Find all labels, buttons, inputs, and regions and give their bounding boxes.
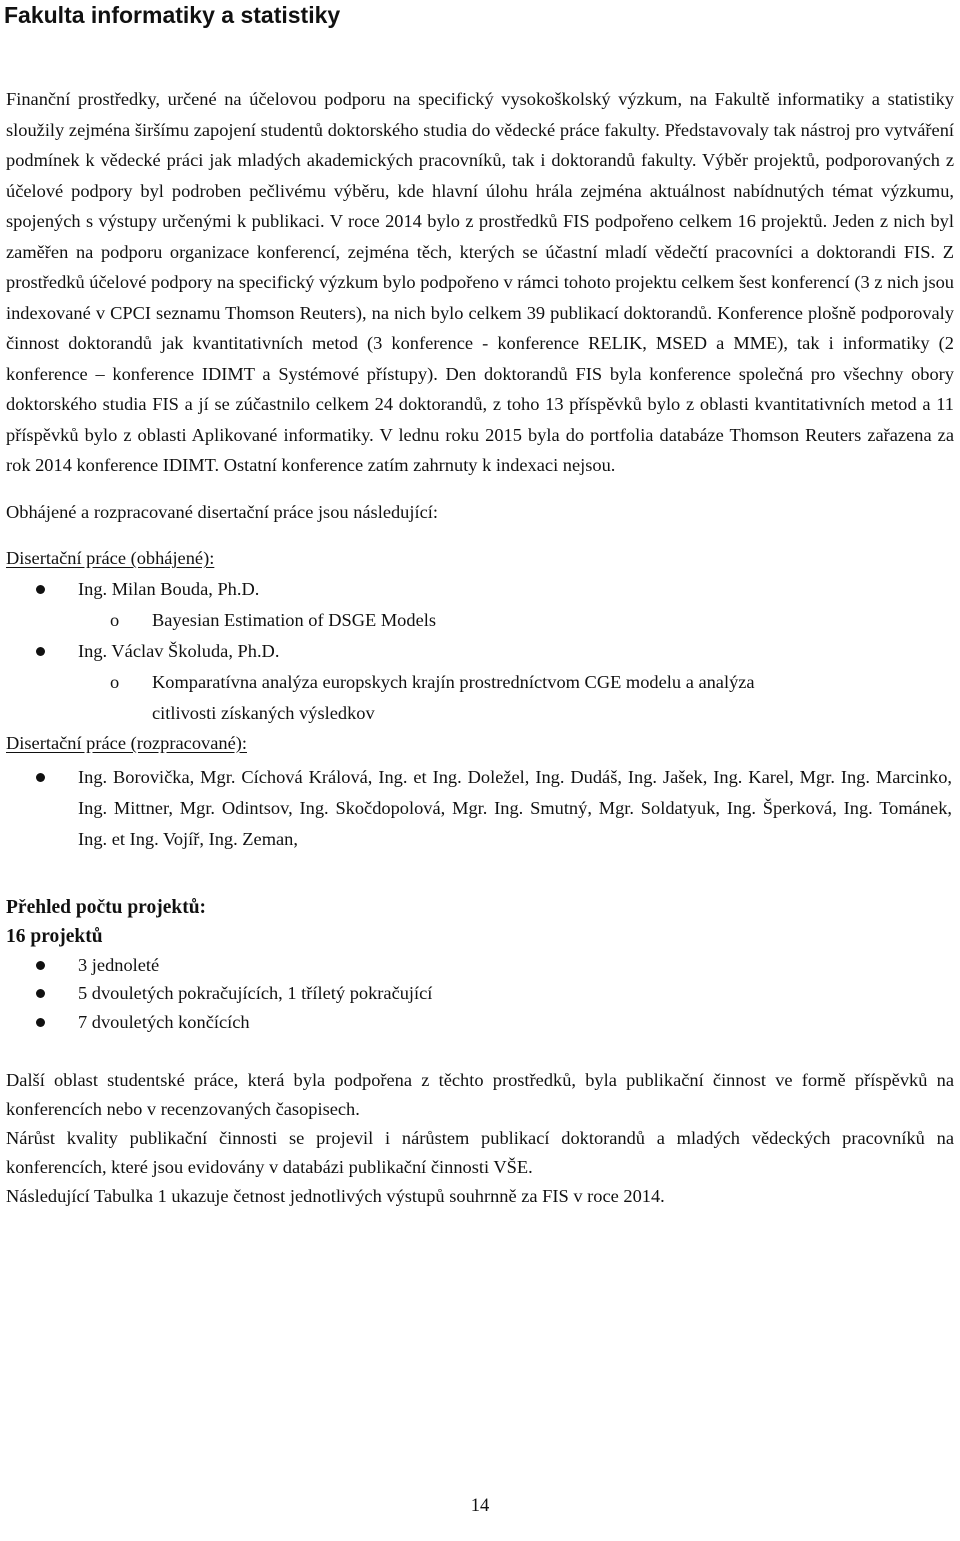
intro-sentence-1: Finanční prostředky, určené na účelovou podporu na specifický vysokoškolský výzkum, na Fakultě informatiky a statistiky sloužily zejména širšímu zapojení studentů doktorského studia do vědecké práce fakulty. Představovaly tak nástroj pro vytváření podmínek k vědecké práci jak mladých akademických pracovníků, tak i doktorandů fakulty.	[6, 89, 954, 170]
heading-bar	[0, 0, 960, 30]
list-item	[6, 1008, 954, 1037]
defended-theses-label: Disertační práce (obhájené):	[6, 548, 215, 568]
bullet-icon	[36, 773, 45, 782]
spacer	[6, 481, 954, 497]
defended-thesis-title: Bayesian Estimation of DSGE Models	[152, 609, 437, 630]
document-content	[6, 84, 954, 1211]
list-item	[6, 979, 954, 1008]
defended-author: Ing. Václav Školuda, Ph.D.	[78, 640, 280, 661]
bullet-icon	[36, 989, 45, 998]
spacer	[6, 855, 954, 893]
bullet-icon	[36, 1018, 45, 1027]
closing-paragraph-2: Nárůst kvality publikační činnosti se projevil i nárůstem publikací doktorandů a mladých vědeckých pracovníků na konferencích, které jsou evidovány v databázi publikační činnosti VŠE.	[6, 1128, 954, 1177]
circle-bullet-icon: o	[110, 671, 120, 692]
in-progress-authors: Ing. Borovička, Mgr. Cíchová Králová, Ing. et Ing. Doležel, Ing. Dudáš, Ing. Jašek, Ing. Karel, Mgr. Ing. Marcinko, Ing. Mittner, Mgr. Odintsov, Ing. Skočdopolová, Mgr. Ing. Smutný, Mgr. Soldatyuk, Ing. Šperková, Ing. Tománek, Ing. et Ing. Vojíř, Ing. Zeman,	[78, 766, 952, 849]
bullet-icon	[36, 585, 45, 594]
list-item	[6, 762, 954, 855]
bullet-icon	[36, 647, 45, 656]
spacer	[6, 527, 954, 543]
page-number: 14	[470, 1496, 490, 1516]
intro-sentence-2: Výběr projektů, podporovaných z účelové podpory byl podroben pečlivému výběru, kde hlavní úlohu hrála zejména aktuálnost nabídnutých témat výzkumu, spojených s výstupy určenými k publikaci.	[6, 150, 954, 231]
page-title: Fakulta informatiky a statistiky	[4, 2, 341, 28]
defended-author: Ing. Milan Bouda, Ph.D.	[78, 578, 260, 599]
list-item	[6, 636, 954, 667]
list-item	[6, 667, 954, 729]
in-progress-theses-label: Disertační práce (rozpracované):	[6, 732, 247, 753]
spacer	[6, 1036, 954, 1066]
bullet-icon	[36, 961, 45, 970]
defended-theses-list	[6, 574, 954, 605]
defended-thesis-sublist	[6, 605, 954, 636]
defended-thesis-sublist	[6, 667, 954, 729]
projects-total: 16 projektů	[6, 925, 103, 947]
list-item	[6, 574, 954, 605]
defended-thesis-title: Komparatívna analýza europskych krajín prostredníctvom CGE modelu a analýza citlivosti získaných výsledkov	[152, 671, 755, 723]
intro-sentence-3: V roce 2014 bylo z prostředků FIS podpořeno celkem 16 projektů.	[324, 211, 828, 231]
projects-overview-title: Přehled počtu projektů:	[6, 896, 207, 918]
in-progress-theses-list	[6, 762, 954, 855]
intro-sentence-4: Jeden z nich byl zaměřen na podporu organizace konferencí, zejména těch, kterých se účastní mladí vědečtí pracovníci a doktorandi FIS. Z prostředků účelové podpory na specifický výzkum bylo podpořeno v rámci tohoto projektu celkem šest konferencí (3 z nich jsou indexované v CPCI seznamu Thomson Reuters), na nich bylo celkem 39 publikací doktorandů. Konference plošně podporovaly činnost doktorandů jak kvantitativních metod (3 konference - konference RELIK, MSED a MME), tak i informatiky (2 konference – konference IDIMT a Systémové přístupy). Den doktorandů FIS byla konference společná pro všechny obory doktorského studia FIS a jí se zúčastnilo celkem 24 doktorandů, z toho 13 příspěvků bylo z oblasti kvantitativních metod a 11 příspěvků bylo z oblasti Aplikované informatiky. V lednu roku 2015 byla do portfolia databáze Thomson Reuters zařazena za rok 2014 konference IDIMT. Ostatní konference zatím zahrnuty k indexaci nejsou.	[6, 211, 954, 475]
closing-paragraph-3: Následující Tabulka 1 ukazuje četnost jednotlivých výstupů souhrnně za FIS v roce 2014.	[6, 1186, 665, 1206]
project-count-item: 3 jednoleté	[78, 954, 160, 975]
closing-paragraph-1: Další oblast studentské práce, která byla podpořena z těchto prostředků, byla publikační činnost ve formě příspěvků na konferencích nebo v recenzovaných časopisech.	[6, 1070, 954, 1119]
defended-theses-list	[6, 636, 954, 667]
list-item	[6, 951, 954, 980]
circle-bullet-icon: o	[110, 609, 120, 630]
theses-intro: Obhájené a rozpracované disertační práce jsou následující:	[6, 501, 438, 522]
list-item	[6, 605, 954, 636]
intro-paragraph	[6, 84, 954, 481]
project-count-item: 5 dvouletých pokračujících, 1 tříletý pokračující	[78, 983, 433, 1003]
projects-overview-list	[6, 951, 954, 1037]
project-count-item: 7 dvouletých končících	[78, 1011, 250, 1032]
